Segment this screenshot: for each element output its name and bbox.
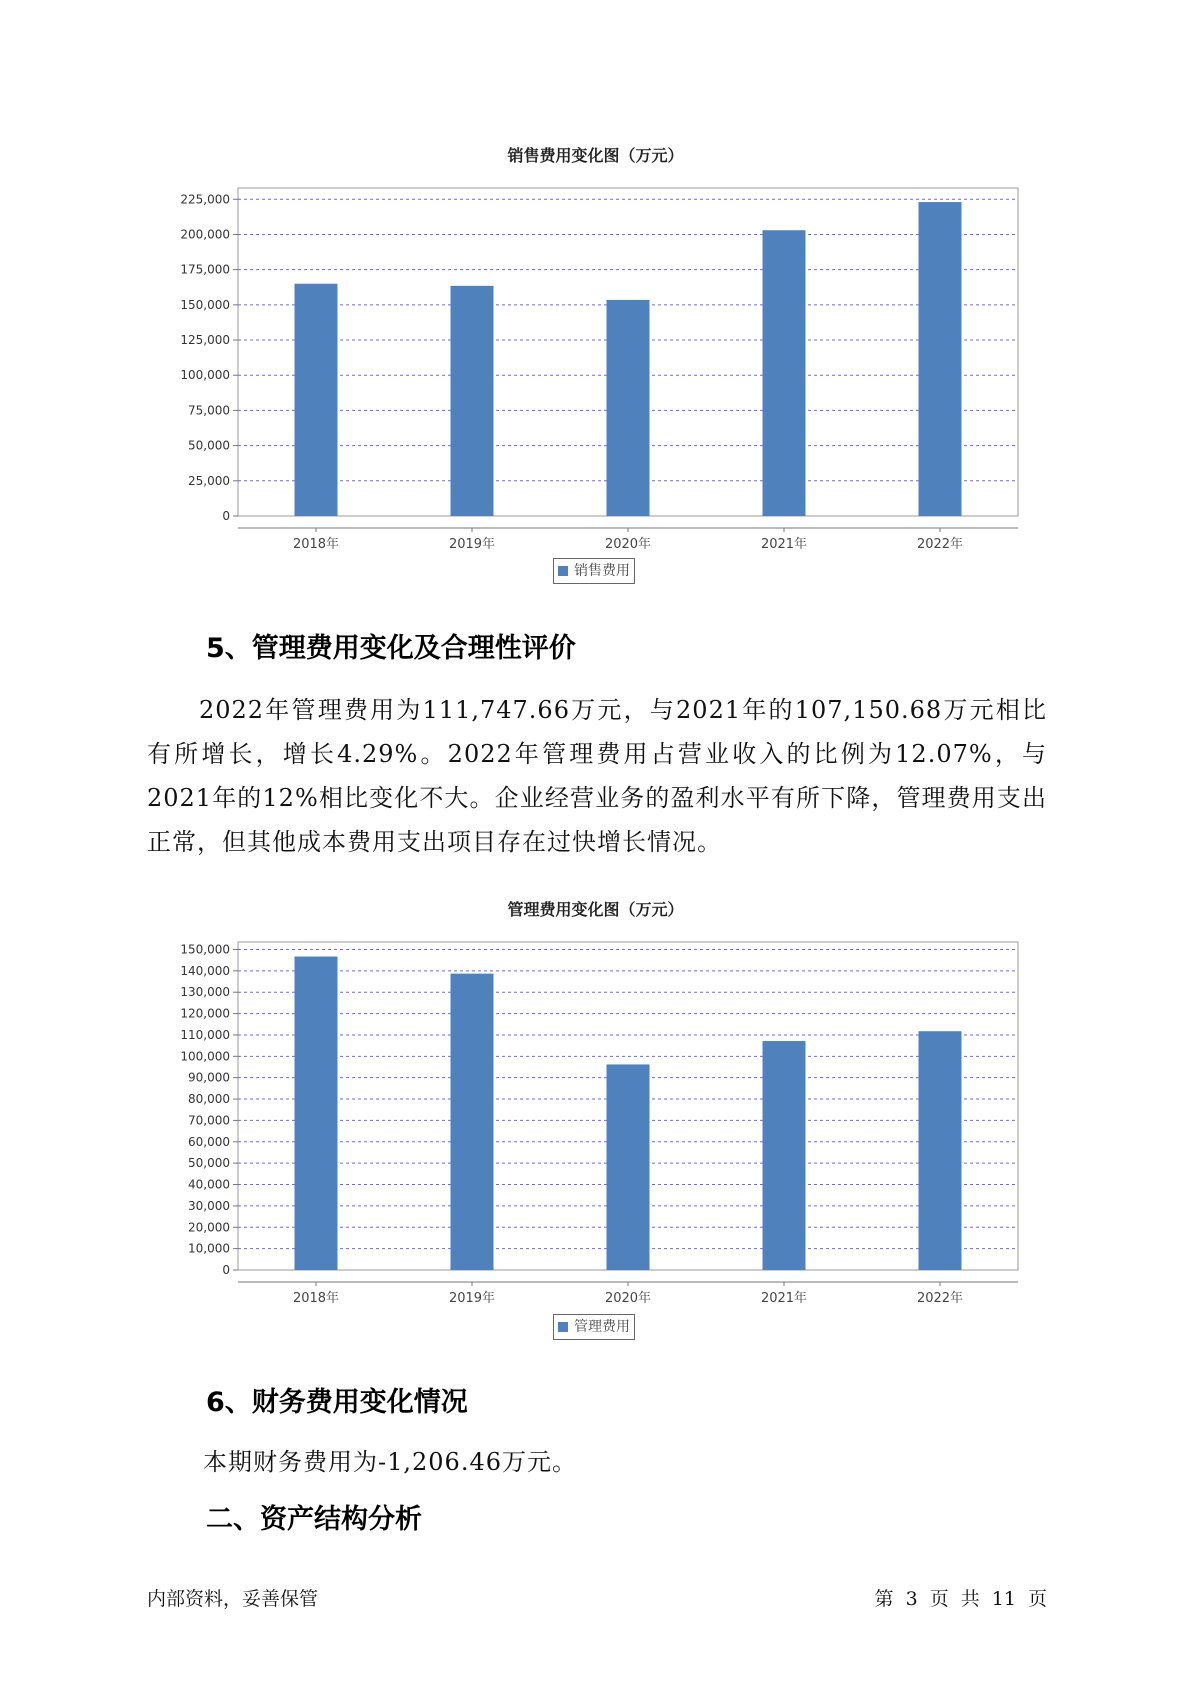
y-tick-label: 25,000 bbox=[188, 473, 230, 488]
y-tick-label: 50,000 bbox=[188, 1156, 230, 1171]
y-tick-label: 75,000 bbox=[188, 403, 230, 418]
y-tick-label: 200,000 bbox=[180, 227, 230, 242]
y-tick-label: 40,000 bbox=[188, 1177, 230, 1192]
footer-confidential-note: 内部资料，妥善保管 bbox=[147, 1588, 319, 1610]
section6-heading: 6、财务费用变化情况 bbox=[206, 1387, 468, 1418]
y-tick-label: 50,000 bbox=[188, 438, 230, 453]
y-tick-label: 130,000 bbox=[180, 985, 230, 1000]
y-tick-label: 0 bbox=[222, 1263, 230, 1277]
legend-swatch bbox=[558, 566, 568, 576]
y-tick-label: 60,000 bbox=[188, 1134, 230, 1149]
admin-expense-legend bbox=[553, 1314, 635, 1340]
y-tick-label: 70,000 bbox=[188, 1113, 230, 1128]
x-tick-label: 2018年 bbox=[292, 1291, 340, 1306]
y-tick-label: 140,000 bbox=[180, 963, 230, 978]
bar bbox=[451, 974, 494, 1270]
y-tick-label: 0 bbox=[222, 509, 230, 523]
section5-paragraph bbox=[147, 688, 1047, 864]
section6-paragraph: 本期财务费用为-1,206.46万元。 bbox=[203, 1448, 577, 1476]
legend-swatch bbox=[558, 1322, 568, 1332]
x-tick-label: 2021年 bbox=[760, 1291, 808, 1306]
x-tick-label: 2019年 bbox=[448, 537, 496, 552]
x-tick-label: 2020年 bbox=[604, 537, 652, 552]
bar bbox=[607, 1064, 650, 1270]
section-two-heading: 二、资产结构分析 bbox=[206, 1504, 422, 1535]
sales-expense-chart-title: 销售费用变化图（万元） bbox=[507, 146, 684, 165]
y-tick-label: 110,000 bbox=[180, 1027, 230, 1042]
y-tick-label: 20,000 bbox=[188, 1220, 230, 1235]
bar bbox=[919, 202, 962, 516]
x-tick-label: 2022年 bbox=[916, 537, 964, 552]
y-tick-label: 175,000 bbox=[180, 262, 230, 277]
section5-paragraph-text: 2022年管理费用为111,747.66万元，与2021年的107,150.68万元相比有所增长，增长4.29%。2022年管理费用占营业收入的比例为12.07%，与2021年的12%相比变化不大。企业经营业务的盈利水平有所下降，管理费用支出正常，但其他成本费用支出项目存在过快增长情况。 bbox=[147, 696, 1047, 856]
x-tick-label: 2020年 bbox=[604, 1291, 652, 1306]
y-tick-label: 120,000 bbox=[180, 1006, 230, 1021]
bar bbox=[607, 300, 650, 516]
section5-heading: 5、管理费用变化及合理性评价 bbox=[206, 633, 576, 664]
x-tick-label: 2022年 bbox=[916, 1291, 964, 1306]
bar bbox=[763, 1041, 806, 1270]
y-tick-label: 125,000 bbox=[180, 333, 230, 348]
x-tick-label: 2018年 bbox=[292, 537, 340, 552]
x-tick-label: 2019年 bbox=[448, 1291, 496, 1306]
bar bbox=[295, 957, 338, 1270]
y-tick-label: 100,000 bbox=[180, 1049, 230, 1064]
y-tick-label: 100,000 bbox=[180, 368, 230, 383]
legend-label: 销售费用 bbox=[574, 563, 630, 579]
admin-expense-chart-title: 管理费用变化图（万元） bbox=[507, 900, 684, 919]
bar bbox=[451, 286, 494, 516]
sales-expense-chart bbox=[0, 178, 1191, 552]
y-tick-label: 80,000 bbox=[188, 1092, 230, 1107]
y-tick-label: 225,000 bbox=[180, 192, 230, 207]
sales-expense-legend bbox=[553, 558, 635, 584]
y-tick-label: 150,000 bbox=[180, 942, 230, 957]
admin-expense-chart bbox=[0, 932, 1191, 1306]
footer-page-number: 第 3 页 共 11 页 bbox=[874, 1588, 1047, 1610]
y-tick-label: 150,000 bbox=[180, 297, 230, 312]
y-tick-label: 30,000 bbox=[188, 1198, 230, 1213]
y-tick-label: 90,000 bbox=[188, 1070, 230, 1085]
bar bbox=[919, 1031, 962, 1270]
bar bbox=[295, 284, 338, 516]
legend-label: 管理费用 bbox=[574, 1319, 630, 1335]
y-tick-label: 10,000 bbox=[188, 1241, 230, 1256]
bar bbox=[763, 230, 806, 516]
x-tick-label: 2021年 bbox=[760, 537, 808, 552]
